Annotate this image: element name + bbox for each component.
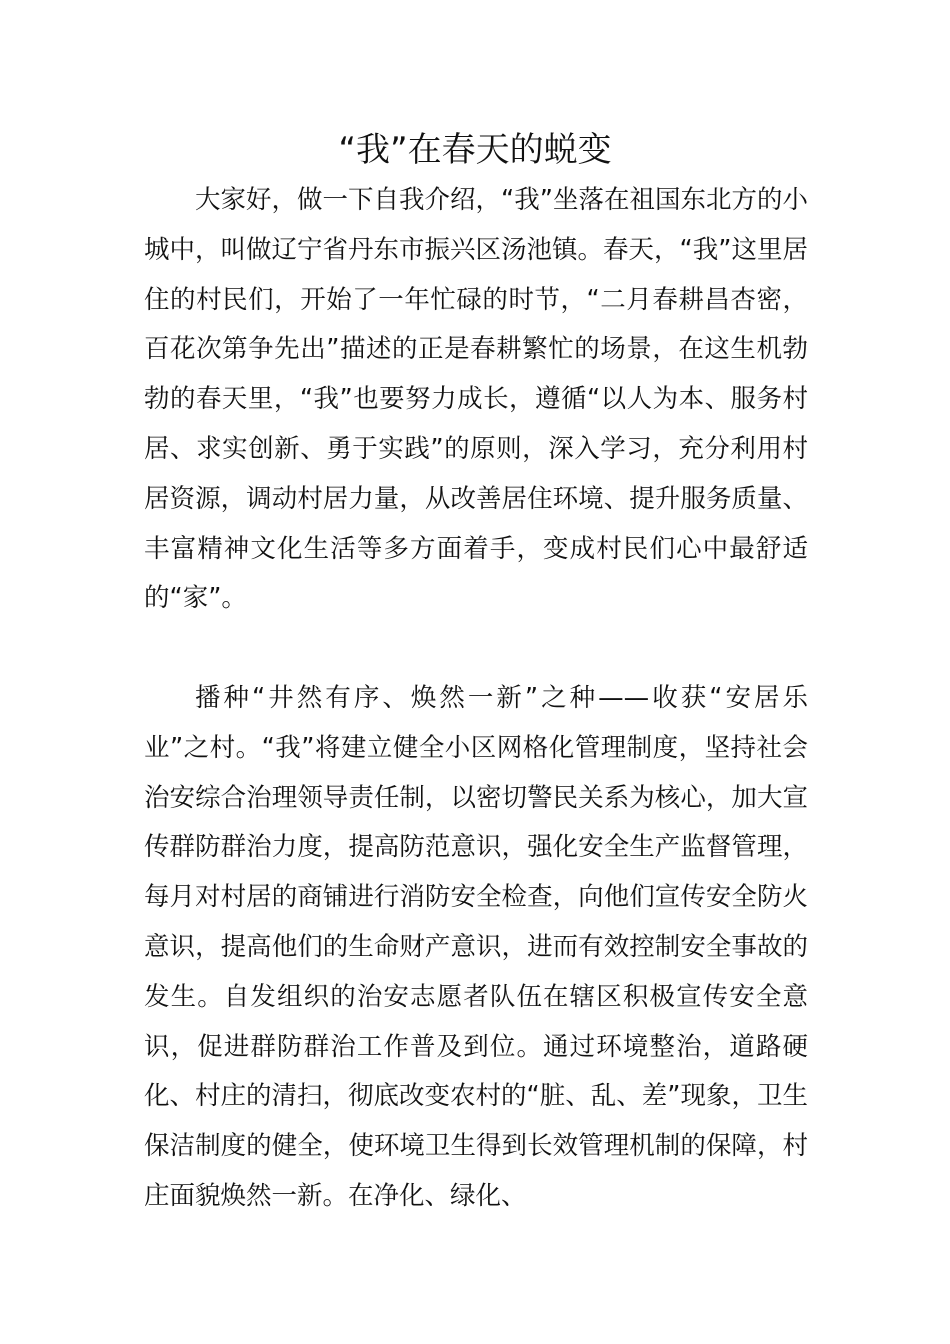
paragraph-intro: 大家好，做一下自我介绍，“我”坐落在祖国东北方的小城中，叫做辽宁省丹东市振兴区汤池镇。春天，“我”这里居住的村民们，开始了一年忙碌的时节，“二月春耕昌杏密，百花次第争先出”描述的正是春耕繁忙的场景，在这生机勃勃的春天里，“我”也要努力成长，遵循“以人为本、服务村居、求实创新、勇于实践”的原则，深入学习，充分利用村居资源，调动村居力量，从改善居住环境、提升服务质量、丰富精神文化生活等多方面着手，变成村民们心中最舒适的“家”。 — [144, 185, 808, 614]
paragraph-safety: 播种“井然有序、焕然一新”之种——收获“安居乐业”之村。“我”将建立健全小区网格化管理制度，坚持社会治安综合治理领导责任制，以密切警民关系为核心，加大宣传群防群治力度，提高防范意识，强化安全生产监督管理，每月对村居的商铺进行消防安全检查，向他们宣传安全防火意识，提高他们的生命财产意识，进而有效控制安全事故的发生。自发组织的治安志愿者队伍在辖区积极宣传安全意识，促进群防群治工作普及到位。通过环境整治，道路硬化、村庄的清扫，彻底改变农村的“脏、乱、差”现象，卫生保洁制度的健全，使环境卫生得到长效管理机制的保障，村庄面貌焕然一新。在净化、绿化、 — [144, 683, 808, 1211]
document-title: “我”在春天的蜕变 — [338, 130, 612, 170]
